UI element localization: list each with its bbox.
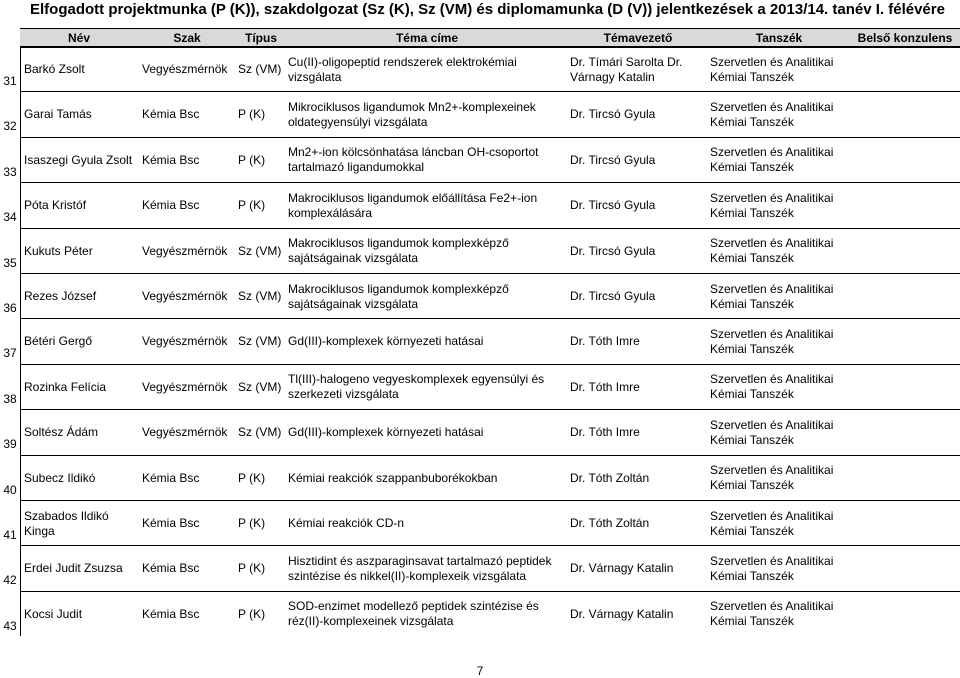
cell-temavezeto: Dr. Tóth Imre	[570, 334, 640, 349]
cell-nev: Barkó Zsolt	[24, 62, 85, 76]
cell-szak: Kémia Bsc	[142, 516, 200, 530]
cell-nev: Soltész Ádám	[24, 425, 99, 440]
row-number: 32	[3, 119, 17, 134]
header-tema: Téma címe	[395, 31, 459, 45]
cell-temavezeto: Dr. Tircsó Gyula	[570, 152, 656, 167]
cell-szak: Vegyészmérnök	[142, 243, 228, 258]
cell-temavezeto: Dr. Tircsó Gyula	[570, 243, 656, 258]
cell-temavezeto: Dr. Tímári Sarolta Dr. Várnagy Katalin	[570, 54, 683, 84]
cell-tema: Tl(III)-halogeno vegyeskomplexek egyensúlyi és szerkezeti vizsgálata	[288, 372, 545, 402]
cell-tema: SOD-enzimet modellező peptidek szintézise és réz(II)-komplexeinek vizsgálata	[288, 599, 539, 629]
cell-tipus: Sz (VM)	[238, 243, 282, 258]
cell-nev: Póta Kristóf	[24, 198, 87, 213]
cell-temavezeto: Dr. Tircsó Gyula	[570, 107, 656, 122]
row-number-column	[0, 46, 21, 636]
row-number: 43	[3, 618, 17, 633]
cell-szak: Kémia Bsc	[142, 561, 200, 576]
cell-tema: Gd(III)-komplexek környezeti hatásai	[288, 425, 484, 440]
cell-tema: Hisztidint és aszparaginsavat tartalmazó peptidek szintézise és nikkel(II)-komplexeik vizsgálata	[288, 553, 552, 583]
cell-tipus: P (K)	[238, 606, 266, 621]
cell-szak: Vegyészmérnök	[142, 425, 228, 440]
cell-szak: Vegyészmérnök	[142, 379, 228, 394]
table-row	[20, 228, 960, 274]
document-title: Elfogadott projektmunka (P (K)), szakdolgozat (Sz (K), Sz (VM) és diplomamunka (D (V)) jelentkezések a 2013/14. tanév I. félévére	[30, 1, 945, 18]
cell-szak: Vegyészmérnök	[142, 62, 228, 76]
cell-tanszek: Szervetlen és Analitikai Kémiai Tanszék	[710, 281, 834, 311]
cell-tipus: P (K)	[238, 152, 266, 167]
header-szak: Szak	[173, 31, 201, 45]
cell-temavezeto: Dr. Várnagy Katalin	[570, 606, 674, 621]
cell-tanszek: Szervetlen és Analitikai Kémiai Tanszék	[710, 599, 834, 629]
cell-temavezeto: Dr. Tóth Zoltán	[570, 470, 650, 485]
row-number: 36	[3, 301, 17, 315]
table-row	[20, 545, 960, 591]
page-number: 7	[476, 664, 484, 678]
cell-nev: Kukuts Péter	[24, 243, 93, 258]
header-belso-konzulens: Belső konzulens	[857, 31, 953, 45]
cell-tanszek: Szervetlen és Analitikai Kémiai Tanszék	[710, 417, 834, 447]
row-number: 42	[3, 573, 17, 588]
cell-nev: Rozinka Felícia	[24, 379, 107, 394]
row-number: 40	[3, 482, 17, 497]
cell-tanszek: Szervetlen és Analitikai Kémiai Tanszék	[710, 145, 834, 175]
header-tipus: Típus	[245, 31, 277, 45]
cell-tema: Cu(II)-oligopeptid rendszerek elektrokémiai vizsgálata	[288, 54, 517, 84]
row-number: 31	[3, 74, 17, 88]
cell-temavezeto: Dr. Tóth Imre	[570, 379, 640, 394]
cell-tipus: P (K)	[238, 107, 266, 122]
cell-tipus: Sz (VM)	[238, 379, 282, 394]
cell-szak: Vegyészmérnök	[142, 289, 228, 303]
cell-tipus: P (K)	[238, 470, 266, 485]
cell-tipus: Sz (VM)	[238, 334, 282, 349]
cell-temavezeto: Dr. Tircsó Gyula	[570, 198, 656, 213]
cell-tema: Gd(III)-komplexek környezeti hatásai	[288, 334, 484, 349]
cell-szak: Kémia Bsc	[142, 198, 200, 213]
cell-tema: Makrociklusos ligandumok komplexképző sajátságainak vizsgálata	[288, 236, 509, 266]
cell-tanszek: Szervetlen és Analitikai Kémiai Tanszék	[710, 236, 834, 266]
cell-tanszek: Szervetlen és Analitikai Kémiai Tanszék	[710, 372, 834, 402]
cell-tema: Makrociklusos ligandumok előállítása Fe2+-ion komplexálására	[288, 190, 538, 220]
header-temavezeto: Témavezető	[603, 31, 673, 45]
table-row	[20, 182, 960, 228]
cell-tema: Mikrociklusos ligandumok Mn2+-komplexeinek oldategyensúlyi vizsgálata	[288, 99, 536, 129]
cell-tipus: Sz (VM)	[238, 425, 282, 440]
cell-tipus: Sz (VM)	[238, 289, 282, 303]
cell-temavezeto: Dr. Tóth Zoltán	[570, 516, 650, 530]
table-row	[20, 364, 960, 410]
table-header	[20, 28, 960, 48]
cell-nev: Subecz Ildikó	[24, 470, 96, 485]
cell-temavezeto: Dr. Tircsó Gyula	[570, 289, 656, 303]
table-row	[20, 409, 960, 455]
table-row	[20, 273, 960, 319]
cell-tanszek: Szervetlen és Analitikai Kémiai Tanszék	[710, 54, 834, 84]
row-number: 39	[3, 437, 17, 452]
header-tanszek: Tanszék	[755, 31, 803, 45]
row-number: 41	[3, 528, 17, 542]
row-number: 37	[3, 346, 17, 361]
cell-tipus: P (K)	[238, 516, 266, 530]
cell-tipus: Sz (VM)	[238, 62, 282, 76]
cell-tema: Makrociklusos ligandumok komplexképző sajátságainak vizsgálata	[288, 281, 509, 311]
cell-tema: Kémiai reakciók CD-n	[288, 516, 405, 530]
cell-tanszek: Szervetlen és Analitikai Kémiai Tanszék	[710, 508, 834, 538]
row-number: 34	[3, 210, 17, 225]
table-row	[20, 91, 960, 137]
cell-tanszek: Szervetlen és Analitikai Kémiai Tanszék	[710, 99, 834, 129]
cell-nev: Bétéri Gergő	[24, 334, 93, 349]
table-row	[20, 591, 960, 637]
table-row	[20, 318, 960, 364]
table-row	[20, 455, 960, 501]
cell-tanszek: Szervetlen és Analitikai Kémiai Tanszék	[710, 190, 834, 220]
cell-temavezeto: Dr. Tóth Imre	[570, 425, 640, 440]
table-row	[20, 500, 960, 546]
cell-tanszek: Szervetlen és Analitikai Kémiai Tanszék	[710, 553, 834, 583]
cell-nev: Kocsi Judit	[24, 606, 83, 621]
row-number: 33	[3, 164, 17, 179]
cell-szak: Vegyészmérnök	[142, 334, 228, 349]
cell-tanszek: Szervetlen és Analitikai Kémiai Tanszék	[710, 326, 834, 356]
table-row	[20, 137, 960, 183]
row-number: 35	[3, 255, 17, 270]
cell-tanszek: Szervetlen és Analitikai Kémiai Tanszék	[710, 463, 834, 493]
cell-nev: Garai Tamás	[24, 107, 92, 122]
cell-tipus: P (K)	[238, 198, 266, 213]
cell-nev: Isaszegi Gyula Zsolt	[24, 152, 133, 167]
table-row	[20, 46, 960, 92]
cell-nev: Szabados Ildikó Kinga	[24, 508, 109, 538]
cell-szak: Kémia Bsc	[142, 606, 200, 621]
cell-tipus: P (K)	[238, 561, 266, 576]
cell-szak: Kémia Bsc	[142, 107, 200, 122]
cell-nev: Erdei Judit Zsuzsa	[24, 561, 123, 576]
cell-nev: Rezes József	[24, 289, 97, 303]
cell-temavezeto: Dr. Várnagy Katalin	[570, 561, 674, 576]
cell-szak: Kémia Bsc	[142, 152, 200, 167]
row-number: 38	[3, 391, 17, 406]
cell-tema: Kémiai reakciók szappanbuborékokban	[288, 470, 498, 485]
cell-tema: Mn2+-ion kölcsönhatása láncban OH-csoportot tartalmazó ligandumokkal	[288, 145, 539, 175]
header-nev: Név	[67, 31, 90, 45]
cell-szak: Kémia Bsc	[142, 470, 200, 485]
